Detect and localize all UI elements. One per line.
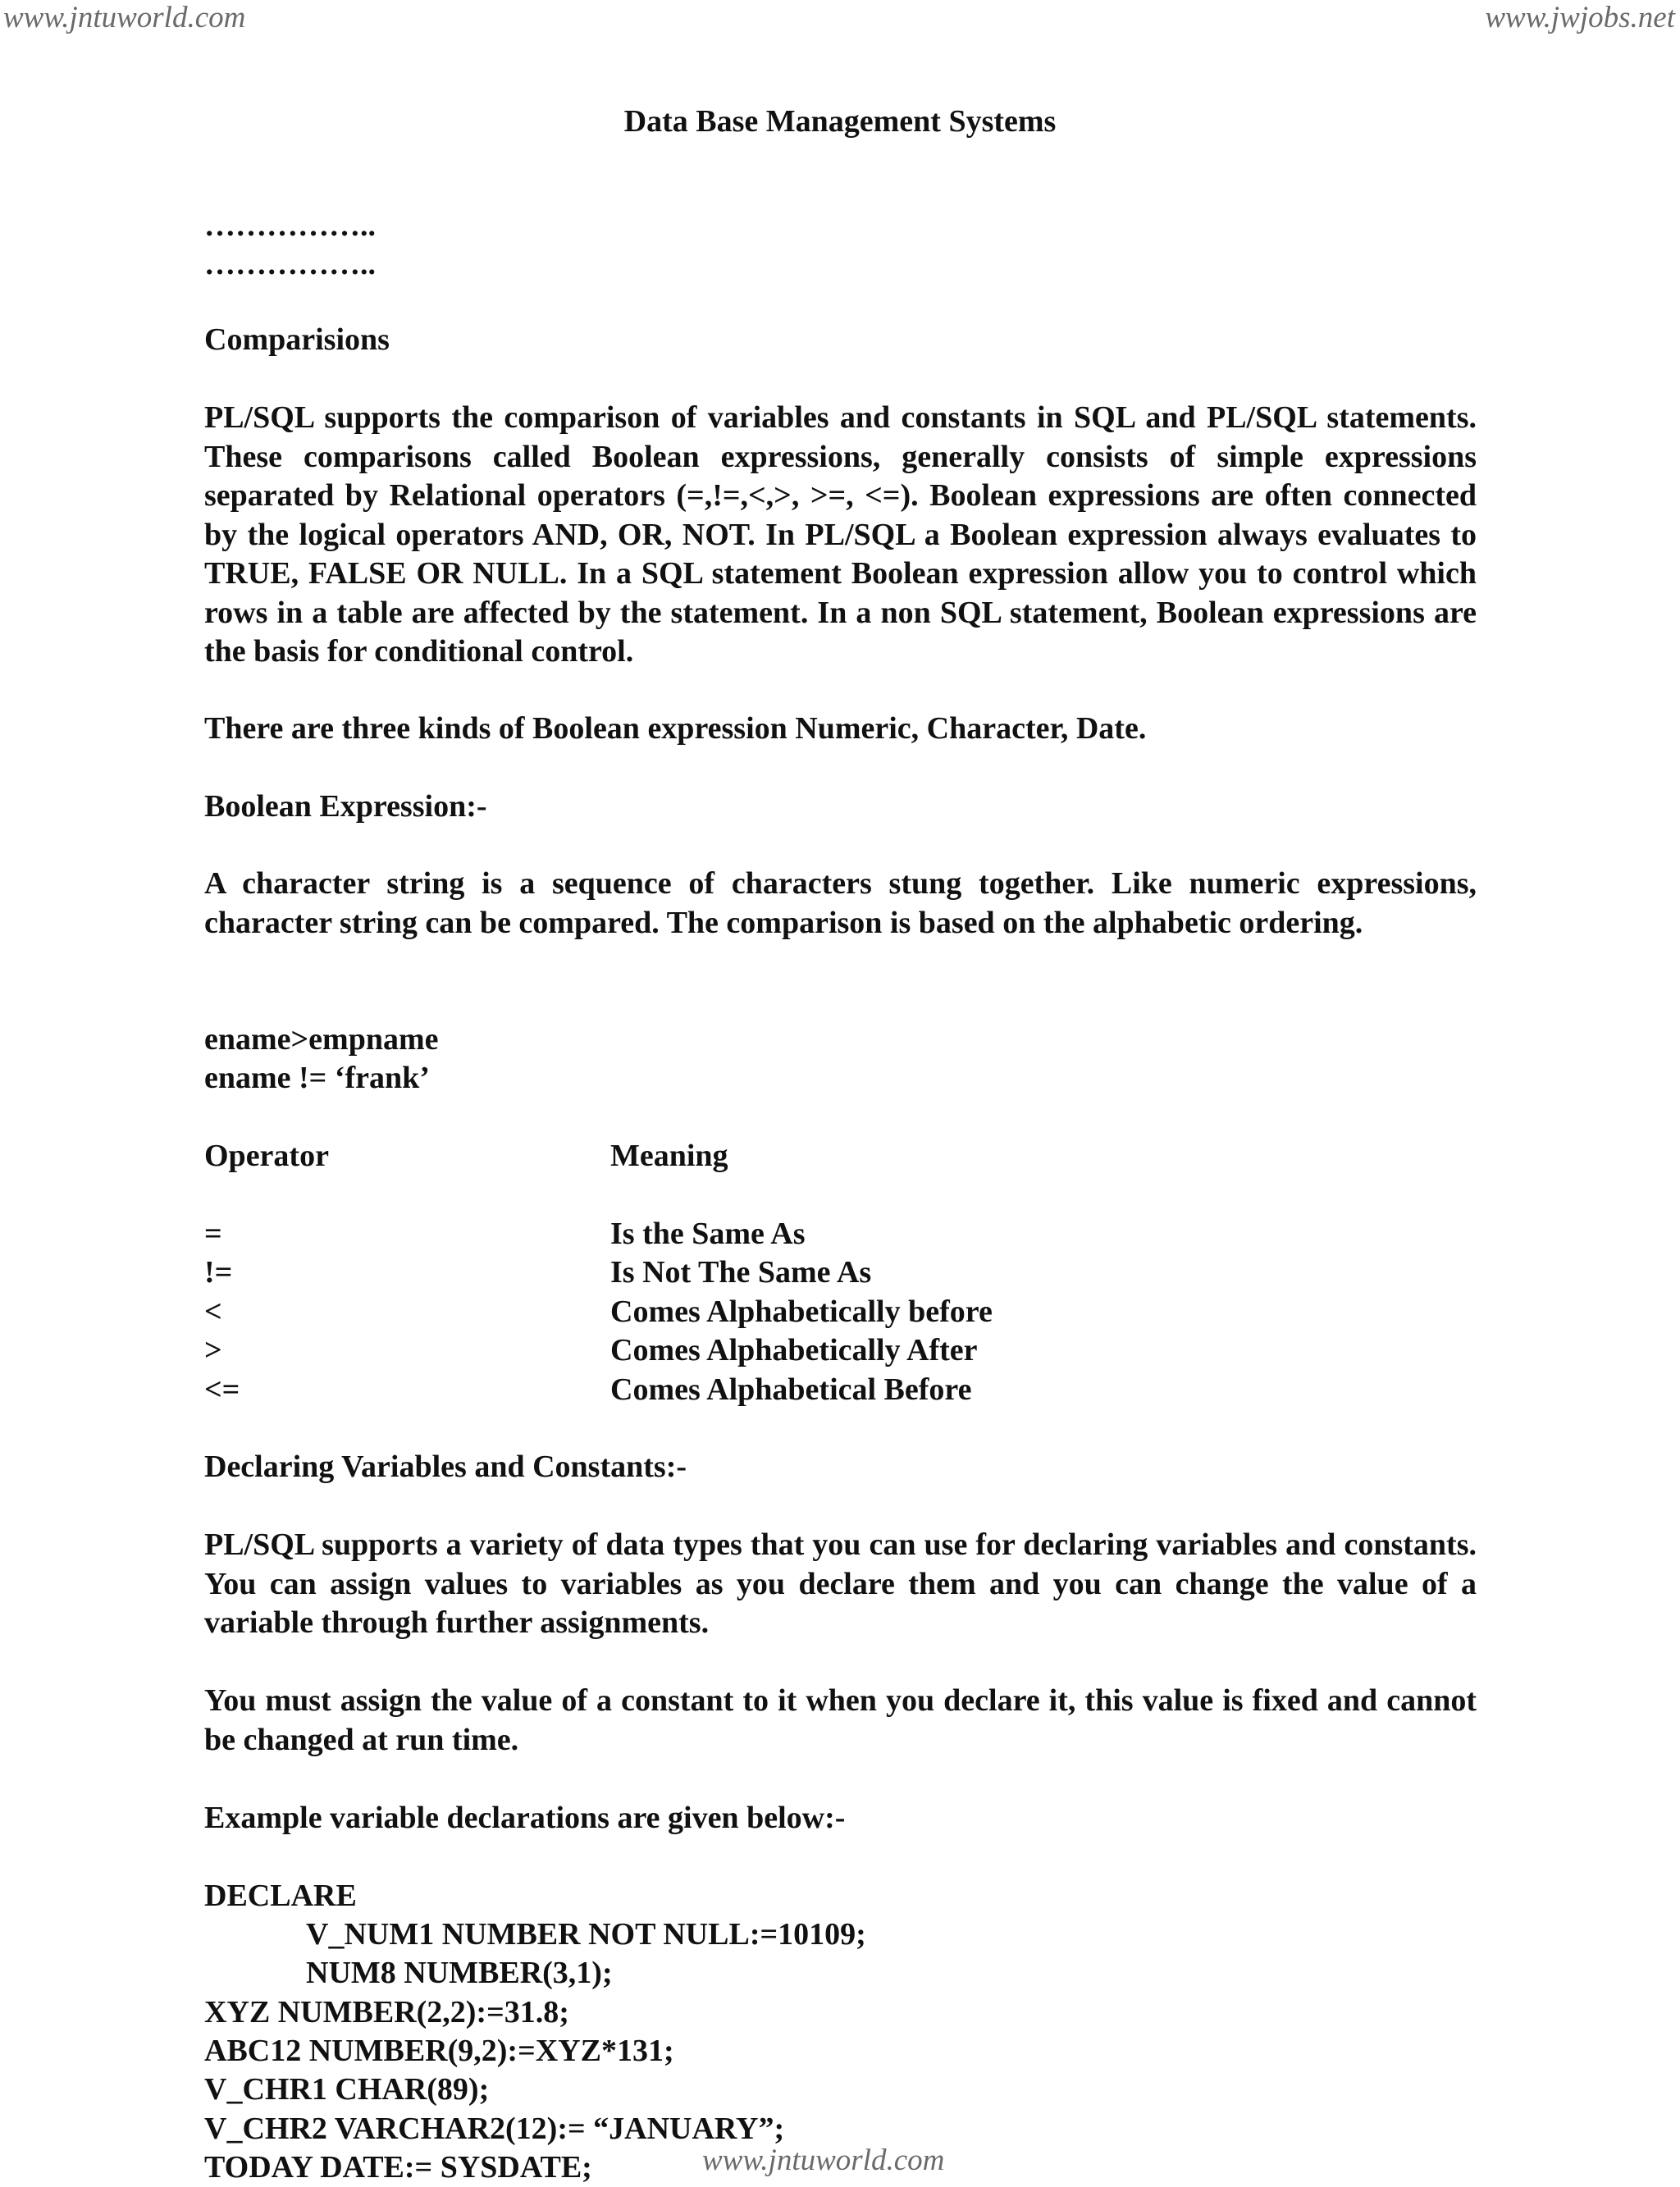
watermark-top-left: www.jntuworld.com: [3, 1, 246, 34]
example-expression: ename != ‘frank’: [204, 1061, 430, 1095]
meaning-cell: Comes Alphabetical Before: [610, 1372, 972, 1407]
code-line: V_NUM1 NUMBER NOT NULL:=10109;: [306, 1917, 866, 1952]
page-title: Data Base Management Systems: [623, 104, 1057, 139]
code-line: DECLARE: [204, 1879, 357, 1913]
operator-cell: !=: [204, 1255, 233, 1290]
boolean-paragraph: A character string is a sequence of characters stung together. Like numeric expressions, character string can be compared. The comparison is based on the alphabetic ordering.: [204, 866, 1477, 940]
code-line: XYZ NUMBER(2,2):=31.8;: [204, 1995, 569, 2029]
meaning-header: Meaning: [610, 1139, 728, 1173]
ellipsis-line: ……………..: [204, 247, 376, 281]
code-line: V_CHR2 VARCHAR2(12):= “JANUARY”;: [204, 2112, 785, 2146]
operator-header: Operator: [204, 1139, 329, 1173]
heading-comparisions: Comparisions: [204, 322, 390, 357]
declaring-paragraph-1: PL/SQL supports a variety of data types that you can use for declaring variables and constants. You can assign values to variables as you declare them and you can change the value of a variable through further assignments.: [204, 1527, 1477, 1640]
meaning-cell: Is Not The Same As: [610, 1255, 872, 1290]
boolean-kinds-text: There are three kinds of Boolean expression Numeric, Character, Date.: [204, 711, 1147, 746]
operator-cell: =: [204, 1217, 222, 1251]
code-line: NUM8 NUMBER(3,1);: [306, 1956, 613, 1990]
declaring-paragraph-2: You must assign the value of a constant to it when you declare it, this value is fixed and cannot be changed at run time.: [204, 1683, 1477, 1757]
watermark-bottom: www.jntuworld.com: [702, 2144, 945, 2177]
watermark-top-right: www.jwjobs.net: [1485, 1, 1675, 34]
example-expression: ename>empname: [204, 1022, 439, 1057]
ellipsis-line: ……………..: [204, 208, 376, 243]
meaning-cell: Comes Alphabetically After: [610, 1333, 978, 1367]
comparisons-paragraph: PL/SQL supports the comparison of variables and constants in SQL and PL/SQL statements. These comparisons called Boolean expressions, generally consists of simple expressions separated by Relational operators (=,!=,<,>, >=, <=). Boolean expressions are often connected by the logical operators AND, OR, NOT. In PL/SQL a Boolean expression always evaluates to TRUE, FALSE OR NULL. In a SQL statement Boolean expression allow you to control which rows in a table are affected by the statement. In a non SQL statement, Boolean expressions are the basis for conditional control.: [204, 400, 1477, 669]
heading-boolean-expression: Boolean Expression:-: [204, 789, 487, 824]
meaning-cell: Comes Alphabetically before: [610, 1294, 993, 1329]
operator-cell: <=: [204, 1372, 240, 1407]
operator-cell: <: [204, 1294, 222, 1329]
heading-declaring-variables: Declaring Variables and Constants:-: [204, 1450, 687, 1484]
code-line: ABC12 NUMBER(9,2):=XYZ*131;: [204, 2034, 674, 2068]
meaning-cell: Is the Same As: [610, 1217, 806, 1251]
code-line: V_CHR1 CHAR(89);: [204, 2072, 490, 2107]
operator-cell: >: [204, 1333, 222, 1367]
code-line: TODAY DATE:= SYSDATE;: [204, 2150, 592, 2185]
example-intro: Example variable declarations are given below:-: [204, 1801, 846, 1835]
